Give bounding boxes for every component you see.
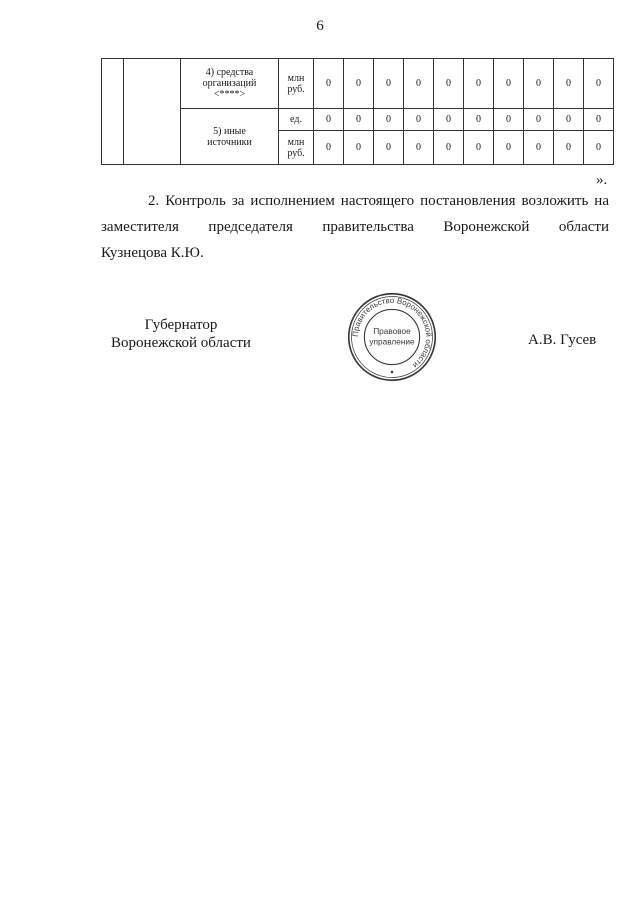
value-cell: 0 — [524, 109, 554, 131]
funding-source-line: источники — [207, 136, 252, 148]
value-cell: 0 — [314, 59, 344, 109]
value-cell: 0 — [494, 109, 524, 131]
governor-title — [108, 316, 254, 352]
funding-source-line: 4) средства — [205, 67, 254, 78]
paragraph-word: правительства — [322, 219, 414, 235]
paragraph-word: заместителя — [101, 219, 179, 235]
paragraph-line-2 — [101, 214, 609, 240]
seal-center-line-1: Правовое — [373, 327, 411, 337]
value-cell: 0 — [584, 59, 614, 109]
value-cell: 0 — [554, 131, 584, 165]
funding-table — [101, 58, 614, 165]
value-cell: 0 — [494, 131, 524, 165]
value-cell: 0 — [524, 59, 554, 109]
value-cell: 0 — [434, 59, 464, 109]
value-cell: 0 — [314, 109, 344, 131]
unit-line: руб. — [287, 83, 305, 95]
governor-title-line-2: Воронежской области — [111, 335, 251, 351]
unit-cell — [279, 131, 314, 165]
value-cell: 0 — [584, 109, 614, 131]
funding-source-label — [181, 109, 279, 165]
closing-quote: ». — [596, 172, 608, 188]
unit-line: руб. — [287, 147, 305, 159]
value-cell: 0 — [524, 131, 554, 165]
value-cell: 0 — [344, 59, 374, 109]
seal-ring-text: Правительство Воронежской области — [350, 295, 434, 370]
seal-center-line-2: управление — [369, 337, 415, 347]
unit-line: млн — [287, 136, 305, 148]
funding-source-label — [181, 59, 279, 109]
table-row — [102, 59, 614, 109]
value-cell: 0 — [374, 109, 404, 131]
seal-star-icon — [391, 371, 394, 374]
unit-cell — [279, 59, 314, 109]
paragraph-word: Воронежской — [443, 219, 530, 235]
value-cell: 0 — [434, 131, 464, 165]
value-cell: 0 — [344, 109, 374, 131]
value-cell: 0 — [374, 131, 404, 165]
value-cell: 0 — [554, 59, 584, 109]
paragraph-line-1: 2. Контроль за исполнением настоящего постановления возложить на — [148, 193, 609, 209]
unit-line: ед. — [290, 114, 302, 125]
funding-source-line: организаций — [202, 78, 257, 89]
value-cell: 0 — [404, 59, 434, 109]
funding-source-line: 5) иные — [213, 125, 246, 137]
value-cell: 0 — [374, 59, 404, 109]
value-cell: 0 — [464, 131, 494, 165]
value-cell: 0 — [434, 109, 464, 131]
value-cell: 0 — [404, 109, 434, 131]
funding-source-line: <****> — [213, 89, 246, 100]
value-cell: 0 — [494, 59, 524, 109]
value-cell: 0 — [464, 109, 494, 131]
signer-name: А.В. Гусев — [528, 332, 597, 348]
value-cell: 0 — [404, 131, 434, 165]
value-cell: 0 — [584, 131, 614, 165]
value-cell: 0 — [344, 131, 374, 165]
empty-cell — [102, 59, 124, 165]
value-cell: 0 — [554, 109, 584, 131]
paragraph-line-3: Кузнецова К.Ю. — [101, 245, 204, 261]
paragraph-word: председателя — [208, 219, 293, 235]
unit-line: млн — [287, 72, 305, 84]
paragraph-word: области — [558, 219, 609, 235]
page-number: 6 — [316, 18, 324, 34]
unit-cell — [279, 109, 314, 131]
official-seal-icon — [346, 291, 438, 383]
value-cell: 0 — [464, 59, 494, 109]
governor-title-line-1: Губернатор — [144, 317, 218, 333]
empty-cell — [124, 59, 181, 165]
value-cell: 0 — [314, 131, 344, 165]
